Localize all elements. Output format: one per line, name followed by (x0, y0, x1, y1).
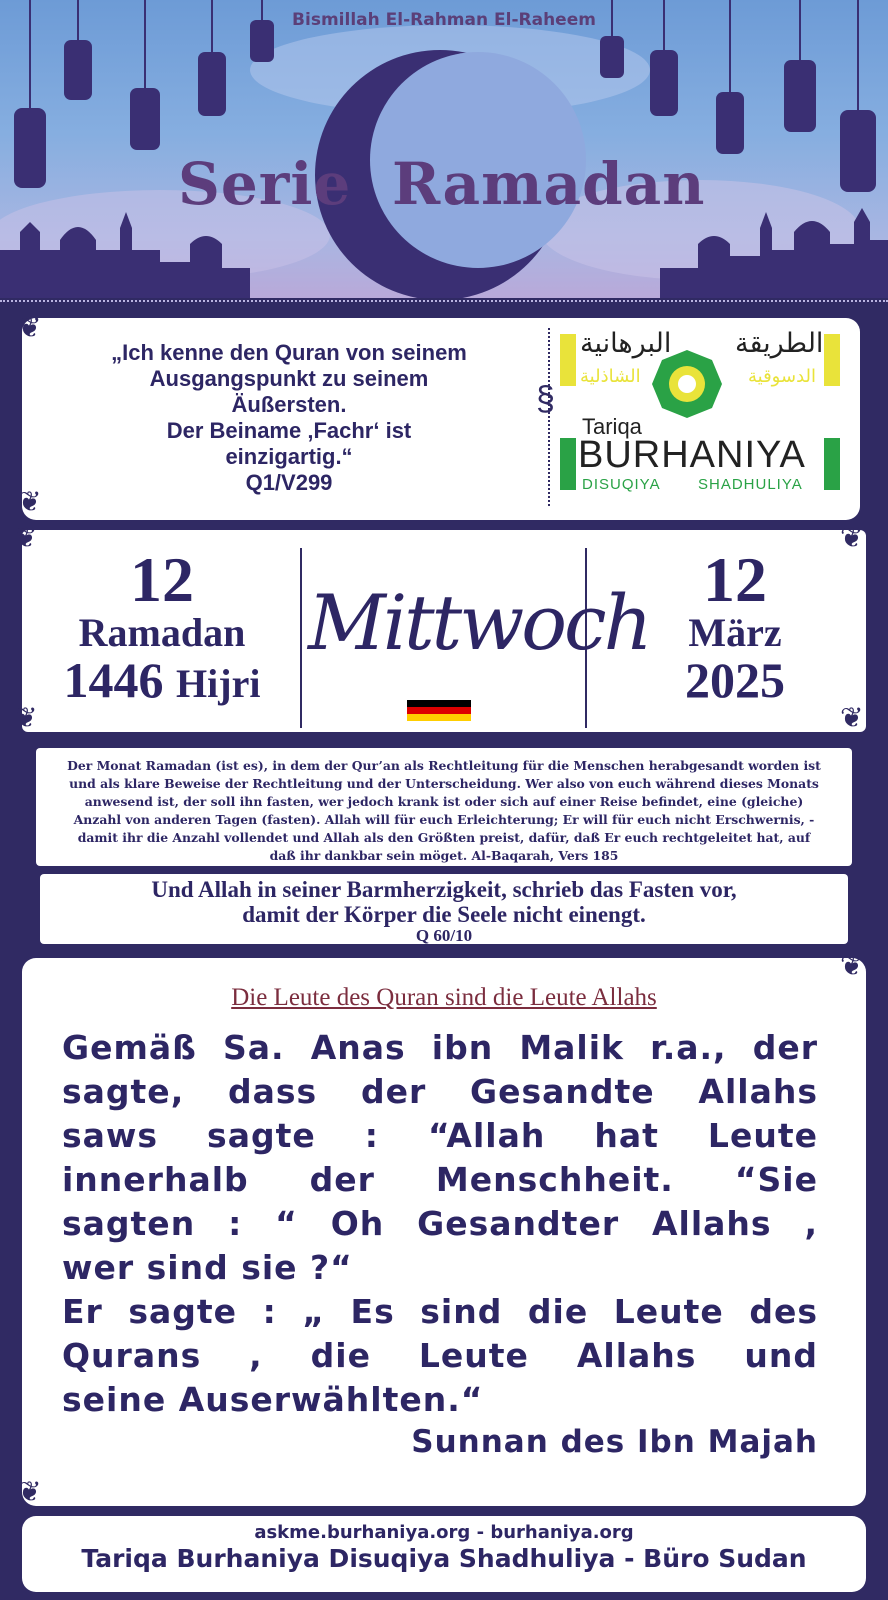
scroll-ornament-icon: § (536, 380, 555, 418)
quote-line: „Ich kenne den Quran von seinem (111, 340, 467, 365)
hadith-line: wer sind sie ?“ (62, 1248, 353, 1287)
ornament-icon: ❦ (840, 702, 864, 733)
logo-arabic: الدسوقية (748, 366, 817, 387)
header-illustration (0, 0, 888, 298)
greg-month: März (688, 610, 782, 655)
hijri-year: 1446 (63, 652, 164, 708)
hadith-heading: Die Leute des Quran sind die Leute Allahs (231, 984, 657, 1011)
hadith-line: Qurans , die Leute Allahs und (62, 1336, 818, 1375)
german-flag-icon (407, 700, 471, 721)
hijri-day: 12 (130, 544, 194, 615)
logo-arabic: البرهانية (580, 328, 672, 359)
greg-year: 2025 (685, 652, 785, 708)
short-quote (52, 877, 836, 945)
short-quote-reference: Q 60/10 (415, 926, 473, 945)
ornament-icon: ❦ (18, 312, 42, 343)
hijri-year-row (52, 654, 272, 710)
verse-line: Anzahl von anderen Tagen (fasten). Allah will für euch Erleichterung; Er will für euch nicht Erschwernis, - (73, 812, 815, 827)
logo-arabic: الطريقة (735, 328, 824, 359)
quote-reference: Q1/V299 (245, 470, 333, 495)
logo-tariqa: Tariqa (582, 414, 642, 439)
ornament-icon: ❦ (14, 522, 38, 553)
quote-line: Ausgangspunkt zu seinem (149, 366, 429, 391)
hadith-source: Sunnan des Ibn Majah (411, 1424, 818, 1460)
ornament-icon: ❦ (14, 702, 38, 733)
logo-arabic: الشاذلية (580, 366, 641, 387)
burhaniya-logo (560, 328, 850, 504)
quran-quote (44, 340, 534, 496)
hadith-text (62, 1026, 818, 1422)
logo-disuqiya: DISUQIYA (582, 476, 661, 493)
hadith-line: sagte, dass der Gesandte Allahs (62, 1072, 818, 1111)
hijri-label: Hijri (176, 661, 261, 706)
ornament-icon: ❦ (18, 486, 42, 517)
verse-line: und als klare Beweise der Rechtleitung und der Unterscheidung. Wer also von euch während dieses Monats (69, 776, 819, 791)
footer-organization: Tariqa Burhaniya Disuqiya Shadhuliya - Büro Sudan (81, 1544, 807, 1573)
bismillah-text: Bismillah El-Rahman El-Raheem (292, 10, 596, 30)
hadith-line: sagten : “ Oh Gesandter Allahs , (62, 1204, 818, 1243)
header-divider (0, 300, 888, 304)
verse-line: Der Monat Ramadan (ist es), in dem der Qur’an als Rechtleitung für die Menschen herabgesandt worden ist (67, 758, 821, 773)
hijri-date (52, 544, 272, 710)
hijri-month: Ramadan (78, 610, 246, 655)
vertical-divider (300, 548, 302, 728)
header-banner (0, 0, 888, 298)
logo-burhaniya: BURHANIYA (578, 434, 806, 476)
quote-line: Äußersten. (231, 392, 347, 417)
short-quote-line: Und Allah in seiner Barmherzigkeit, schrieb das Fasten vor, (151, 877, 737, 902)
title-serie: Serie (178, 150, 352, 218)
hadith-line: Gemäß Sa. Anas ibn Malik r.a., der (62, 1028, 818, 1067)
verse-line: anwesend ist, der soll ihn fasten, wer jedoch krank ist oder sich auf einer Reise befindet, eine (gleiche) (84, 794, 804, 809)
logo-shadhuliya: SHADHULIYA (698, 476, 803, 493)
verse-line: damit ihr die Anzahl vollendet und Allah als den Größten preist, dafür, daß Er euch rechtgeleitet hat, auf (77, 830, 811, 845)
verse-line: daß ihr dankbar sein möget. Al-Baqarah, Vers 185 (269, 848, 619, 863)
ornament-icon: ❦ (18, 1476, 42, 1507)
short-quote-line: damit der Körper die Seele nicht einengt. (242, 902, 646, 927)
gregorian-date (640, 544, 830, 708)
hadith-line: saws sagte : “Allah hat Leute (62, 1116, 818, 1155)
hadith-line: innerhalb der Menschheit. “Sie (62, 1160, 818, 1199)
ornament-icon: ❦ (840, 950, 864, 981)
quote-line: einzigartig.“ (225, 444, 353, 469)
weekday: Mittwoch (308, 578, 650, 667)
quote-line: Der Beiname ‚Fachr‘ ist (166, 418, 412, 443)
hadith-line: Er sagte : „ Es sind die Leute des (62, 1292, 818, 1331)
hadith-line: seine Auserwählten.“ (62, 1380, 484, 1419)
ornament-icon: ❦ (840, 522, 864, 553)
title-ramadan: Ramadan (392, 150, 706, 218)
greg-day: 12 (703, 544, 767, 615)
verse-text (52, 757, 836, 865)
footer-urls[interactable]: askme.burhaniya.org - burhaniya.org (254, 1522, 634, 1543)
